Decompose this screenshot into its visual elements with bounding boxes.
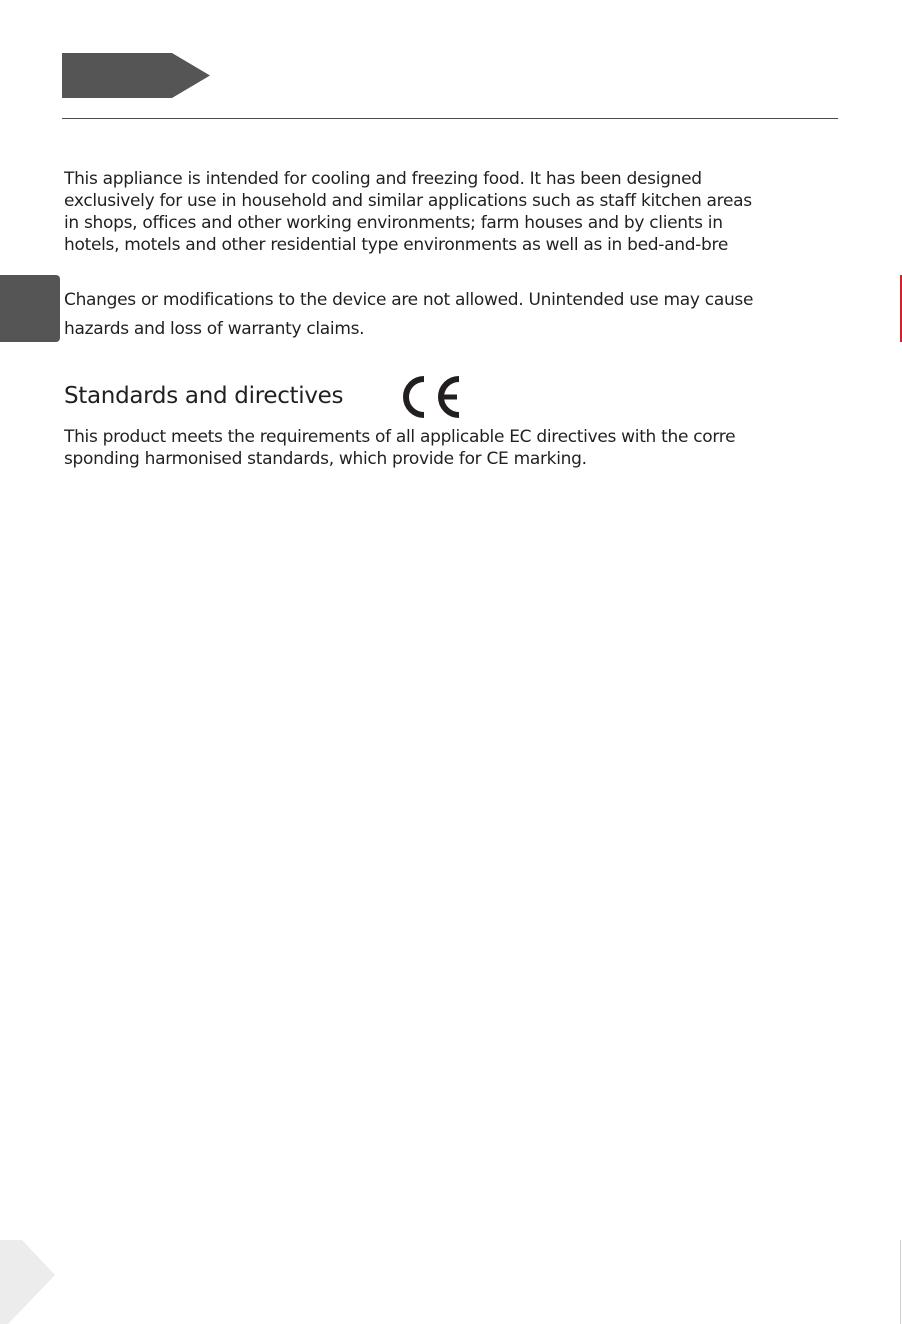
page-corner-wedge	[0, 1240, 55, 1324]
section-arrow-tab	[62, 53, 210, 98]
text-line: Changes or modifications to the device are not allowed. Unintended use may cause	[64, 290, 754, 310]
text-line: exclusively for use in household and similar applications such as staff kitchen areas	[64, 191, 752, 211]
modifications-paragraph	[64, 286, 844, 344]
standards-heading: Standards and directives	[64, 383, 344, 409]
text-line: This appliance is intended for cooling and freezing food. It has been designed	[64, 169, 702, 189]
chapter-side-tab	[0, 275, 60, 342]
text-line: hazards and loss of warranty claims.	[64, 319, 365, 339]
standards-paragraph	[64, 426, 844, 470]
text-line: hotels, motels and other residential type environments as well as in bed-and-bre	[64, 235, 728, 255]
intended-use-paragraph	[64, 168, 844, 256]
header-divider	[62, 118, 838, 119]
ce-mark-icon	[396, 374, 464, 420]
text-line: This product meets the requirements of all applicable EC directives with the corre	[64, 427, 736, 447]
text-line: in shops, offices and other working environments; farm houses and by clients in	[64, 213, 723, 233]
text-line: sponding harmonised standards, which provide for CE marking.	[64, 449, 587, 469]
page-edge-line	[900, 1240, 901, 1324]
